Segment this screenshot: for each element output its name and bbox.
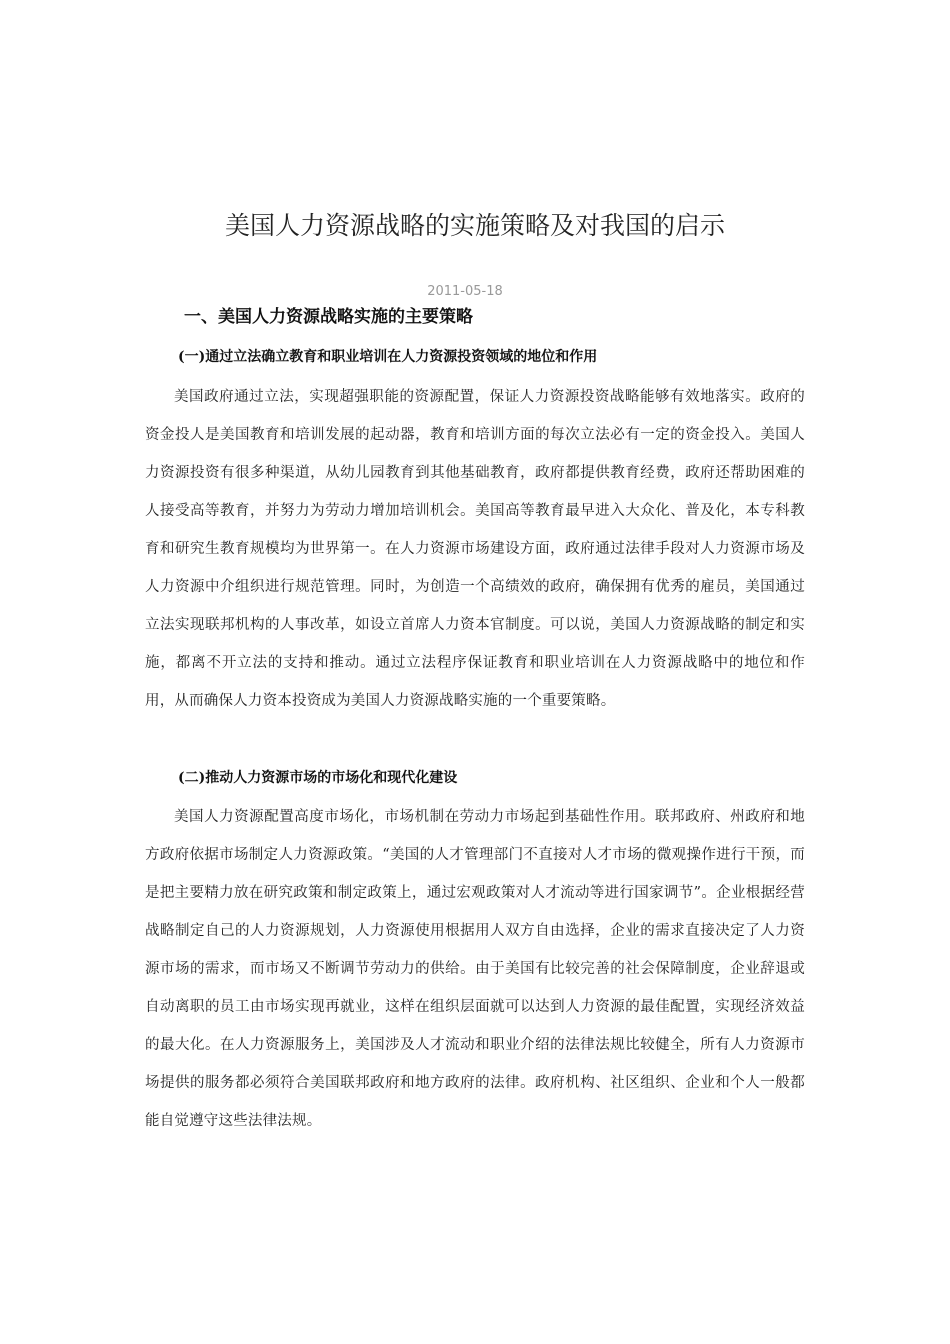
- section-heading: 一、美国人力资源战略实施的主要策略: [184, 307, 473, 327]
- subsection-heading-2: (二)推动人力资源市场的市场化和现代化建设: [178, 770, 458, 786]
- subsection-heading-1: (一)通过立法确立教育和职业培训在人力资源投资领域的地位和作用: [178, 349, 598, 365]
- paragraph-1: 美国政府通过立法，实现超强职能的资源配置，保证人力资源投资战略能够有效地落实。政府的资金投人是美国教育和培训发展的起动器，教育和培训方面的每次立法必有一定的资金投入。美国人力资源投资有很多种渠道，从幼儿园教育到其他基础教育，政府都提供教育经费，政府还帮助困难的人接受高等教育，并努力为劳动力增加培训机会。美国高等教育最早进入大众化、普及化，本专科教育和研究生教育规模均为世界第一。在人力资源市场建设方面，政府通过法律手段对人力资源市场及人力资源中介组织进行规范管理。同时，为创造一个高绩效的政府，确保拥有优秀的雇员，美国通过立法实现联邦机构的人事改革，如设立首席人力资本官制度。可以说，美国人力资源战略的制定和实施，都离不开立法的支持和推动。通过立法程序保证教育和职业培训在人力资源战略中的地位和作用，从而确保人力资本投资成为美国人力资源战略实施的一个重要策略。: [145, 389, 805, 709]
- paragraph-2: 美国人力资源配置高度市场化，市场机制在劳动力市场起到基础性作用。联邦政府、州政府和地方政府依据市场制定人力资源政策。“美国的人才管理部门不直接对人才市场的微观操作进行干预，而是把主要精力放在研究政策和制定政策上，通过宏观政策对人才流动等进行国家调节”。企业根据经营战略制定自己的人力资源规划，人力资源使用根据用人双方自由选择，企业的需求直接决定了人力资源市场的需求，而市场又不断调节劳动力的供给。由于美国有比较完善的社会保障制度，企业辞退或自动离职的员工由市场实现再就业，这样在组织层面就可以达到人力资源的最佳配置，实现经济效益的最大化。在人力资源服务上，美国涉及人才流动和职业介绍的法律法规比较健全，所有人力资源市场提供的服务都必须符合美国联邦政府和地方政府的法律。政府机构、社区组织、企业和个人一般都能自觉遵守这些法律法规。: [145, 809, 805, 1129]
- article-title: 美国人力资源战略的实施策略及对我国的启示: [224, 211, 725, 240]
- publish-date: 2011-05-18: [427, 284, 503, 299]
